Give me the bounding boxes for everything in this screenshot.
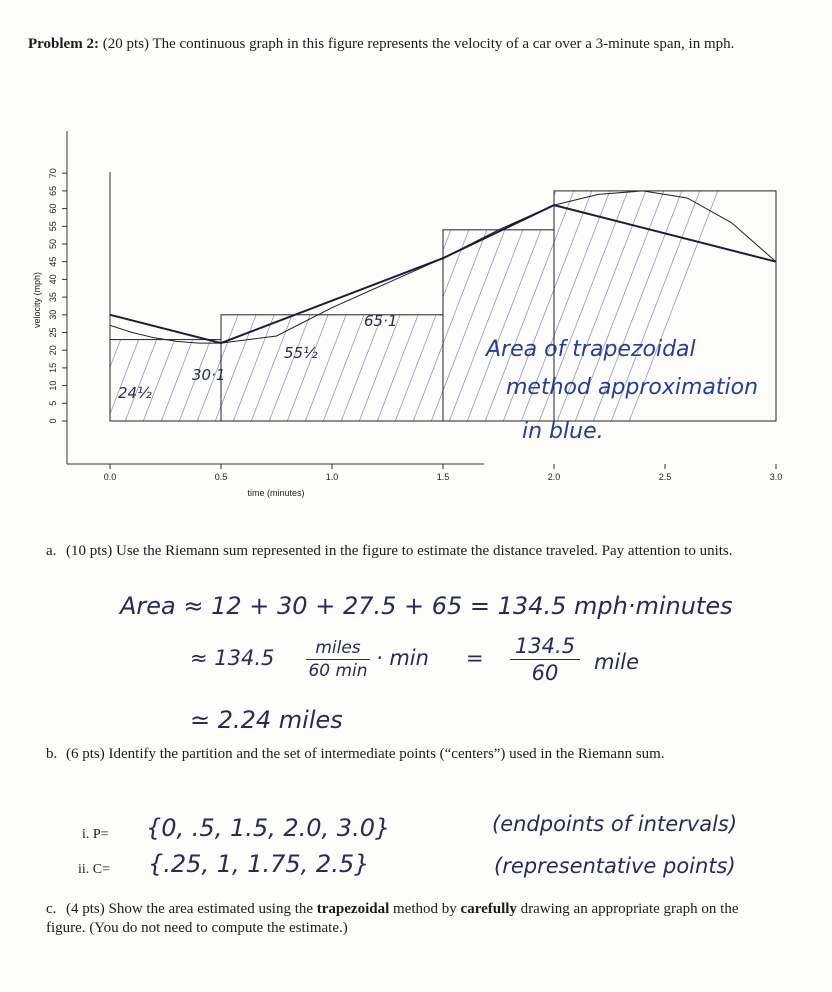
part-c-bold-2: carefully — [460, 901, 517, 917]
rect-annotation: 24½ — [118, 384, 152, 402]
y-tick-label: 20 — [48, 345, 58, 356]
hatch-line — [316, 180, 416, 440]
y-tick-label: 30 — [48, 309, 58, 320]
hatch-line — [334, 180, 434, 440]
hatch-line — [514, 180, 614, 440]
part-a-label: a. — [46, 543, 57, 559]
hatch-line — [10, 180, 110, 440]
rect-annotation: 30·1 — [192, 366, 226, 384]
part-a-work-line-3: ≃ 2.24 miles — [190, 706, 343, 734]
hatch-line — [532, 180, 632, 440]
note-line-1: Area of trapezoidal — [486, 337, 696, 362]
y-tick-label: 15 — [48, 362, 58, 373]
hatch-line — [496, 180, 596, 440]
hatch-line — [298, 180, 398, 440]
hatch-line — [478, 180, 578, 440]
frac-2-bar — [510, 659, 580, 660]
part-a-frac-1 — [306, 638, 370, 681]
y-tick-label: 5 — [48, 400, 58, 406]
hatch-line — [388, 180, 488, 440]
y-axis-label: velocity (mph) — [32, 271, 42, 329]
rect-annotation: 55½ — [284, 344, 318, 362]
problem-label: Problem 2: — [28, 36, 99, 52]
y-tick-label: 70 — [48, 168, 58, 179]
part-c-text-before: (4 pts) Show the area estimated using the — [66, 901, 317, 917]
chart-axes — [67, 131, 484, 464]
y-tick-label: 45 — [48, 256, 58, 267]
x-tick-label: 2.0 — [547, 472, 561, 482]
y-tick-label: 65 — [48, 185, 58, 196]
part-a-work-line-1: Area ≈ 12 + 30 + 27.5 + 65 = 134.5 mph·minutes — [120, 592, 733, 620]
x-tick-label: 3.0 — [769, 472, 783, 482]
frac-1-top: miles — [315, 638, 361, 658]
part-b-text: (6 pts) Identify the partition and the set of intermediate points (“centers”) used in the Riemann sum. — [66, 746, 665, 762]
part-b-sub-1-note: (endpoints of intervals) — [492, 812, 738, 836]
hatch-line — [0, 180, 20, 440]
problem-text: The continuous graph in this figure represents the velocity of a car over a 3-minute span, in mph. — [152, 36, 735, 52]
frac-2-top: 134.5 — [514, 634, 576, 658]
hatch-line — [568, 180, 668, 440]
frac-1-bar — [306, 659, 370, 660]
x-axis-label: time (minutes) — [247, 488, 305, 498]
part-b-label: b. — [46, 746, 58, 762]
hatch-line — [28, 180, 128, 440]
part-b-sub-2-label: ii. C= — [78, 862, 111, 877]
part-a-text: (10 pts) Use the Riemann sum represented in the figure to estimate the distance traveled. Pay attention to units. — [66, 543, 733, 559]
part-c-question — [46, 900, 766, 938]
hatch-marks — [0, 180, 722, 440]
hatch-line — [226, 180, 326, 440]
part-a-work-line-2-eq: = — [466, 646, 484, 670]
part-a-work-line-2-unit: mile — [594, 650, 640, 674]
y-tick-label: 40 — [48, 274, 58, 285]
part-c-text-after: drawing an appropriate graph on the figure. (You do not need to compute the estimate.) — [46, 901, 739, 936]
x-tick-label: 1.5 — [436, 472, 450, 482]
y-tick-label: 55 — [48, 221, 58, 232]
hatch-line — [586, 180, 686, 440]
part-b-sub-1-label: i. P= — [82, 827, 109, 842]
hatch-line — [352, 180, 452, 440]
hatch-line — [370, 180, 470, 440]
x-tick-label: 1.0 — [325, 472, 339, 482]
part-b-question — [46, 745, 766, 764]
part-b-sub-1-answer: {0, .5, 1.5, 2.0, 3.0} — [146, 814, 391, 842]
y-tick-label: 50 — [48, 238, 58, 250]
hatch-line — [190, 180, 290, 440]
part-b-sub-2-note: (representative points) — [494, 854, 736, 878]
hatch-line — [280, 180, 380, 440]
note-line-3: in blue. — [522, 419, 604, 444]
hatch-line — [460, 180, 560, 440]
x-tick-label: 0.5 — [214, 472, 228, 482]
y-tick-label: 25 — [48, 327, 58, 338]
rect-annotation: 65·1 — [364, 312, 398, 330]
part-a-work-line-2-mid: · min — [376, 646, 429, 670]
hatch-line — [0, 180, 92, 440]
hatch-line — [424, 180, 524, 440]
hatch-line — [208, 180, 308, 440]
y-tick-label: 10 — [48, 380, 58, 391]
part-a-question — [46, 542, 766, 561]
part-c-label: c. — [46, 901, 57, 917]
hatch-line — [622, 180, 722, 440]
x-tick-label: 2.5 — [658, 472, 672, 482]
frac-1-bottom: 60 min — [308, 661, 368, 681]
note-line-2: method approximation — [506, 375, 759, 400]
hatch-line — [262, 180, 362, 440]
hatch-line — [244, 180, 344, 440]
part-c-text-mid: method by — [389, 901, 461, 917]
hatch-line — [154, 180, 254, 440]
problem-points: (20 pts) — [102, 36, 149, 52]
part-c-bold-1: trapezoidal — [316, 901, 390, 917]
hatch-line — [172, 180, 272, 440]
y-tick-label: 0 — [48, 418, 58, 424]
part-a-frac-2 — [510, 634, 580, 685]
y-tick-label: 35 — [48, 292, 58, 303]
x-tick-label: 0.0 — [103, 472, 117, 482]
frac-2-bottom: 60 — [531, 661, 559, 685]
y-tick-label: 60 — [48, 203, 58, 214]
part-b-sub-2-answer: {.25, 1, 1.75, 2.5} — [148, 850, 370, 878]
hatch-line — [406, 180, 506, 440]
hatch-line — [604, 180, 704, 440]
part-a-work-line-2-left: ≈ 134.5 — [190, 646, 275, 670]
hatch-line — [550, 180, 650, 440]
